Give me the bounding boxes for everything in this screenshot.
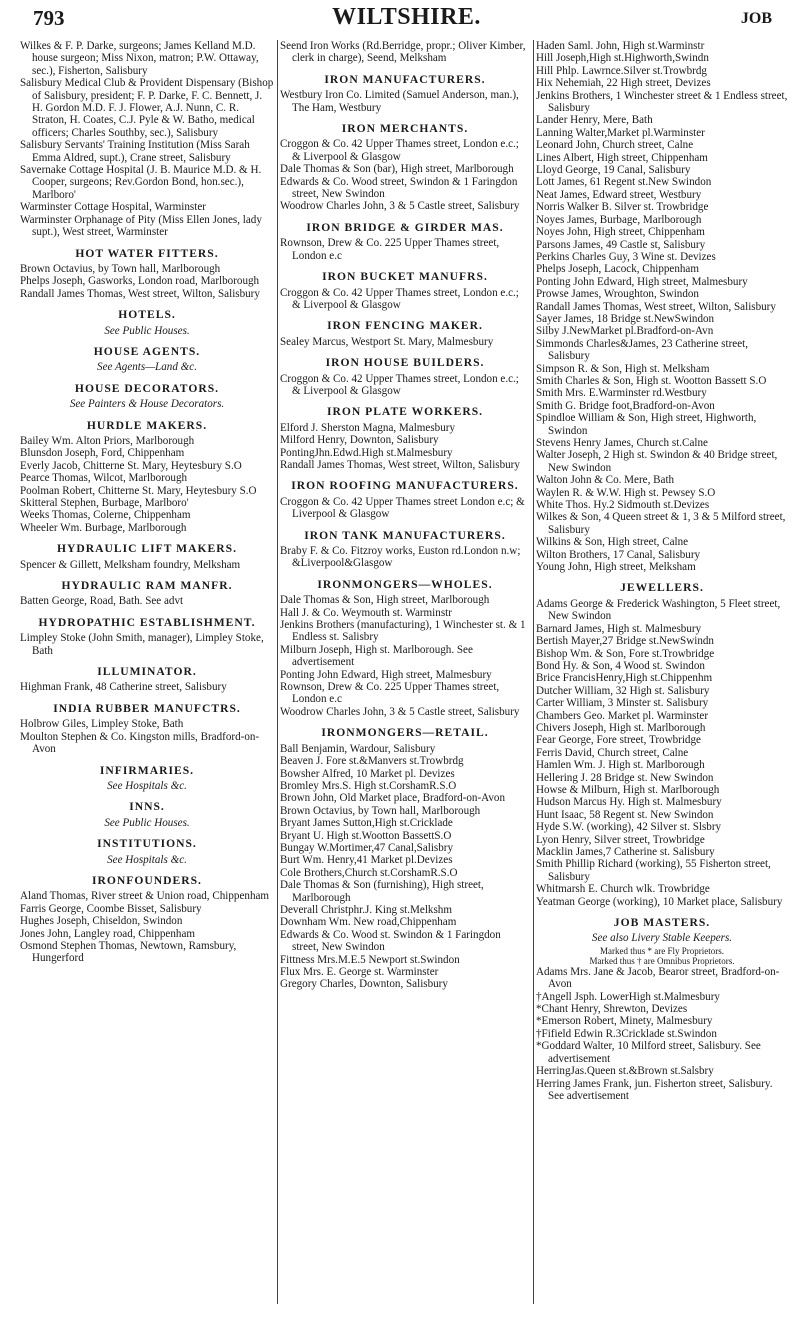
directory-entry: Wilkes & F. P. Darke, surgeons; James Kelland M.D. house surgeon; Miss Nixon, matron; P.W. Ottaway, sec.), Fisherton, Salisbury xyxy=(20,40,259,77)
directory-entry: Bishop Wm. & Son, Fore st.Trowbridge xyxy=(536,647,715,660)
cross-reference: See Hospitals &c. xyxy=(107,853,187,866)
directory-entry: Edwards & Co. Wood street, Swindon & 1 Faringdon street, New Swindon xyxy=(280,175,518,201)
directory-entry: Burt Wm. Henry,41 Market pl.Devizes xyxy=(280,854,453,867)
directory-entry: Dale Thomas & Son, High street, Marlborough xyxy=(280,594,490,607)
directory-entry: Lloyd George, 19 Canal, Salisbury xyxy=(536,164,691,177)
directory-entry: Chivers Joseph, High st. Marlborough xyxy=(536,721,706,734)
directory-entry: Cole Brothers,Church st.CorshamR.S.O xyxy=(280,866,458,879)
directory-entry: Bromley Mrs.S. High st.CorshamR.S.O xyxy=(280,779,457,792)
directory-entry: Braby F. & Co. Fitzroy works, Euston rd.London n.w; &Liverpool&Glasgow xyxy=(280,545,521,570)
directory-entry: Edwards & Co. Wood st. Swindon & 1 Faringdon street, New Swindon xyxy=(280,928,501,954)
directory-entry: Brice FrancisHenry,High st.Chippenhm xyxy=(536,672,713,685)
page-title: WILTSHIRE. xyxy=(332,4,481,30)
directory-entry: Poolman Robert, Chitterne St. Mary, Heytesbury S.O xyxy=(20,484,257,497)
directory-entry: Howse & Milburn, High st. Marlborough xyxy=(536,783,720,796)
directory-entry: Rownson, Drew & Co. 225 Upper Thames street, London e.c xyxy=(280,237,500,262)
directory-entry: Brown Octavius, by Town hall, Marlborough xyxy=(280,804,481,817)
directory-entry: PontingJhn.Edwd.High st.Malmesbury xyxy=(280,446,453,459)
section-heading: IRONFOUNDERS. xyxy=(92,873,202,887)
directory-entry: Smith Mrs. E.Warminster rd.Westbury xyxy=(536,387,707,400)
directory-entry: †Angell Jsph. LowerHigh st.Malmesbury xyxy=(536,990,720,1003)
directory-entry: *Chant Henry, Shrewton, Devizes xyxy=(536,1003,688,1016)
directory-entry: Silby J.NewMarket pl.Bradford-on-Avn xyxy=(536,325,714,338)
section-heading: IRON ROOFING MANUFACTURERS. xyxy=(291,479,519,493)
column-3 xyxy=(536,40,788,1304)
directory-entry: Wheeler Wm. Burbage, Marlborough xyxy=(20,521,187,534)
legend-note: Marked thus * are Fly Proprietors. xyxy=(600,945,724,956)
directory-entry: Moulton Stephen & Co. Kingston mills, Bradford-on-Avon xyxy=(20,730,260,756)
directory-entry: Randall James Thomas, West street, Wilton, Salisbury xyxy=(20,287,260,300)
directory-entry: Woodrow Charles John, 3 & 5 Castle street, Salisbury xyxy=(280,705,520,718)
directory-entry: Adams George & Frederick Washington, 5 Fleet street, New Swindon xyxy=(536,597,781,623)
directory-entry: Smith Phillip Richard (working), 55 Fisherton street, Salisbury xyxy=(536,858,771,883)
directory-entry: Warminster Orphanage of Pity (Miss Ellen Jones, lady supt.), West street, Warminster xyxy=(20,213,262,239)
directory-entry: Wilkes & Son, 4 Queen street & 1, 3 & 5 Milford street, Salisbury xyxy=(536,511,786,536)
directory-entry: Deverall Christphr.J. King st.Melkshm xyxy=(280,903,452,916)
directory-entry: Norris Walker B. Silver st. Trowbridge xyxy=(536,201,709,214)
directory-entry: Dutcher William, 32 High st. Salisbury xyxy=(536,684,710,697)
directory-entry: Dale Thomas & Son (bar), High street, Marlborough xyxy=(280,163,514,176)
directory-entry: Hix Nehemiah, 22 High street, Devizes xyxy=(536,77,711,90)
directory-entry: Phelps Joseph, Lacock, Chippenham xyxy=(536,263,699,276)
directory-entry: Milburn Joseph, High st. Marlborough. See advertisement xyxy=(280,643,473,669)
section-heading: INFIRMARIES. xyxy=(99,763,195,777)
directory-entry: Herring James Frank, jun. Fisherton street, Salisbury. See advertisement xyxy=(536,1077,773,1102)
directory-entry: Lyon Henry, Silver street, Trowbridge xyxy=(536,833,705,846)
cross-reference: See Public Houses. xyxy=(104,324,190,337)
directory-entry: Hamlen Wm. J. High st. Marlborough xyxy=(536,759,705,772)
directory-entry: Rownson, Drew & Co. 225 Upper Thames street, London e.c xyxy=(280,681,500,706)
directory-entry: Bailey Wm. Alton Priors, Marlborough xyxy=(20,434,195,447)
directory-entry: Bryant James Sutton,High st.Cricklade xyxy=(280,817,453,830)
directory-entry: Bond Hy. & Son, 4 Wood st. Swindon xyxy=(536,659,705,672)
directory-entry: Whitmarsh E. Church wlk. Trowbridge xyxy=(536,883,710,896)
directory-entry: Carter William, 3 Minster st. Salisbury xyxy=(536,697,709,710)
directory-entry: Bryant U. High st.Wootton BassettS.O xyxy=(280,829,452,842)
directory-entry: Phelps Joseph, Gasworks, London road, Marlborough xyxy=(20,275,260,288)
directory-entry: Brown Octavius, by Town hall, Marlborough xyxy=(20,262,221,275)
directory-entry: †Fifield Edwin R.3Cricklade st.Swindon xyxy=(536,1027,717,1040)
directory-entry: Lanning Walter,Market pl.Warminster xyxy=(536,126,705,139)
directory-entry: Holbrow Giles, Limpley Stoke, Bath xyxy=(20,718,184,731)
directory-entry: Noyes James, Burbage, Marlborough xyxy=(536,213,702,226)
directory-entry: Ponting John Edward, High street, Malmesbury xyxy=(280,668,492,681)
directory-entry: HerringJas.Queen st.&Brown st.Salsbry xyxy=(536,1065,714,1078)
section-heading: INSTITUTIONS. xyxy=(97,837,197,851)
directory-entry: Yeatman George (working), 10 Market place, Salisbury xyxy=(536,895,783,908)
section-heading: HOUSE AGENTS. xyxy=(93,344,201,358)
directory-entry: Bungay W.Mortimer,47 Canal,Salisbry xyxy=(280,841,454,854)
column-divider xyxy=(533,40,534,1304)
directory-entry: Flux Mrs. E. George st. Warminster xyxy=(280,966,439,978)
directory-entry: Spindloe William & Son, High street, Highworth, Swindon xyxy=(536,412,757,437)
directory-entry: *Goddard Walter, 10 Milford street, Salisbury. See advertisement xyxy=(536,1040,761,1065)
directory-entry: Jenkins Brothers, 1 Winchester street & 1 Endless street, Salisbury xyxy=(536,89,788,115)
section-heading: HOTELS. xyxy=(118,308,176,322)
cross-reference: See Hospitals &c. xyxy=(107,779,187,792)
directory-entry: Hellering J. 28 Bridge st. New Swindon xyxy=(536,771,714,784)
section-heading: IRON HOUSE BUILDERS. xyxy=(325,356,485,370)
section-heading: ILLUMINATOR. xyxy=(97,665,197,679)
directory-entry: Jones John, Langley road, Chippenham xyxy=(20,927,196,940)
directory-entry: Hall J. & Co. Weymouth st. Warminstr xyxy=(280,606,452,619)
directory-entry: Chambers Geo. Market pl. Warminster xyxy=(536,709,709,722)
section-heading: IRONMONGERS—WHOLES. xyxy=(317,577,493,591)
directory-entry: Warminster Cottage Hospital, Warminster xyxy=(20,201,206,214)
directory-entry: Bertish Mayer,27 Bridge st.NewSwindn xyxy=(536,635,714,648)
directory-entry: Simpson R. & Son, High st. Melksham xyxy=(536,362,710,375)
section-heading: IRON MANUFACTURERS. xyxy=(324,72,486,86)
directory-entry: Young John, High street, Melksham xyxy=(536,561,696,574)
directory-entry: Dale Thomas & Son (furnishing), High street, Marlborough xyxy=(280,879,484,904)
directory-entry: Osmond Stephen Thomas, Newtown, Ramsbury, Hungerford xyxy=(20,939,237,965)
directory-entry: Walter Joseph, 2 High st. Swindon & 40 Bridge street, New Swindon xyxy=(536,449,778,474)
directory-entry: Beaven J. Fore st.&Manvers st.Trowbrdg xyxy=(280,755,464,768)
directory-entry: Wilkins & Son, High street, Calne xyxy=(536,536,689,549)
directory-entry: Highman Frank, 48 Catherine street, Salisbury xyxy=(20,681,227,694)
directory-entry: Salisbury Servants' Training Institution (Miss Sarah Emma Aldred, supt.), Crane street, Salisbury xyxy=(20,139,250,164)
directory-entry: Brown John, Old Market place, Bradford-on-Avon xyxy=(280,792,506,805)
running-head: JOB xyxy=(740,10,772,27)
directory-entry: Lines Albert, High street, Chippenham xyxy=(536,151,708,164)
section-heading: IRON TANK MANUFACTURERS. xyxy=(304,528,506,542)
section-heading: HYDRAULIC LIFT MAKERS. xyxy=(57,542,237,556)
directory-entry: Lander Henry, Mere, Bath xyxy=(536,114,653,127)
directory-entry: Barnard James, High st. Malmesbury xyxy=(536,622,702,635)
directory-entry: Blunsdon Joseph, Ford, Chippenham xyxy=(20,447,185,460)
directory-entry: Ball Benjamin, Wardour, Salisbury xyxy=(280,742,436,755)
directory-entry: Salisbury Medical Club & Provident Dispensary (Bishop of Salisbury, president; F. P. Darke, F. C. Bennett, J. H. Gordon M.D. F. J. Flower, A.J. Nunn, C. R. Straton, H. Coates, C.J. Pyle & W. Batho, medical officers; Charles Southby, sec.), Salisbury xyxy=(20,77,274,139)
directory-entry: Stevens Henry James, Church st.Calne xyxy=(536,437,708,449)
directory-entry: Farris George, Coombe Bisset, Salisbury xyxy=(20,902,202,915)
page-header xyxy=(33,4,780,36)
directory-entry: Randall James Thomas, West street, Wilton, Salisbury xyxy=(536,300,776,313)
directory-entry: Hill Phlp. Lawrnce.Silver st.Trowbrdg xyxy=(536,64,707,77)
column-divider xyxy=(277,40,278,1304)
directory-entry: Fear George, Fore street, Trowbridge xyxy=(536,734,701,747)
section-heading: HURDLE MAKERS. xyxy=(86,418,208,432)
directory-entry: Croggon & Co. 42 Upper Thames street, London e.c.; & Liverpool & Glasgow xyxy=(280,286,519,311)
directory-entry: Noyes John, High street, Chippenham xyxy=(536,226,705,239)
cross-reference: See also Livery Stable Keepers. xyxy=(591,932,733,945)
section-heading: IRON FENCING MAKER. xyxy=(327,319,483,333)
directory-entry: Pearce Thomas, Wilcot, Marlborough xyxy=(20,472,188,485)
section-heading: HOT WATER FITTERS. xyxy=(75,246,219,260)
directory-entry: Neat James, Edward street, Westbury xyxy=(536,188,702,201)
directory-entry: *Emerson Robert, Minety, Malmesbury xyxy=(536,1015,713,1028)
directory-entry: Sealey Marcus, Westport St. Mary, Malmesbury xyxy=(280,335,494,348)
section-heading: HYDROPATHIC ESTABLISHMENT. xyxy=(38,615,256,629)
directory-entry: Elford J. Sherston Magna, Malmesbury xyxy=(280,421,456,434)
directory-entry: Waylen R. & W.W. High st. Pewsey S.O xyxy=(536,486,716,499)
directory-entry: Smith Charles & Son, High st. Wootton Bassett S.O xyxy=(536,374,767,387)
directory-entry: Ponting John Edward, High street, Malmesbury xyxy=(536,275,748,288)
page-number: 793 xyxy=(33,6,65,30)
directory-entry: Lott James, 61 Regent st.New Swindon xyxy=(536,176,712,189)
directory-entry: Simmonds Charles&James, 23 Catherine street, Salisbury xyxy=(536,337,748,363)
directory-entry: Walton John & Co. Mere, Bath xyxy=(536,474,675,487)
column-2 xyxy=(280,40,530,1304)
directory-entry: Wilton Brothers, 17 Canal, Salisbury xyxy=(536,548,701,561)
section-heading: IRON MERCHANTS. xyxy=(341,122,469,136)
directory-entry: Croggon & Co. 42 Upper Thames street London e.c; & Liverpool & Glasgow xyxy=(280,495,525,521)
directory-entry: Perkins Charles Guy, 3 Wine st. Devizes xyxy=(536,250,716,263)
directory-entry: Gregory Charles, Downton, Salisbury xyxy=(280,978,448,991)
section-heading: JEWELLERS. xyxy=(620,581,704,595)
directory-entry: Prowse James, Wroughton, Swindon xyxy=(536,288,699,301)
section-heading: IRON BUCKET MANUFRS. xyxy=(322,270,488,284)
directory-entry: Fittness Mrs.M.E.5 Newport st.Swindon xyxy=(280,953,460,966)
legend-note: Marked thus † are Omnibus Proprietors. xyxy=(589,955,735,966)
directory-entry: Everly Jacob, Chitterne St. Mary, Heytesbury S.O xyxy=(20,459,242,472)
directory-entry: Weeks Thomas, Colerne, Chippenham xyxy=(20,509,191,522)
directory-entry: Savernake Cottage Hospital (J. B. Maurice M.D. & H. Cooper, surgeons; Rev.Gordon Bond, hon.sec.), Marlboro' xyxy=(20,164,262,201)
directory-entry: Hudson Marcus Hy. High st. Malmesbury xyxy=(536,796,722,809)
directory-entry: Ferris David, Church street, Calne xyxy=(536,746,689,759)
directory-entry: Haden Saml. John, High st.Warminstr xyxy=(536,40,705,52)
directory-entry: Hill Joseph,High st.Highworth,Swindn xyxy=(536,52,709,65)
column-1 xyxy=(20,40,274,1304)
directory-entry: Smith G. Bridge foot,Bradford-on-Avon xyxy=(536,399,715,412)
cross-reference: See Public Houses. xyxy=(104,816,190,829)
section-heading: HOUSE DECORATORS. xyxy=(74,381,220,395)
directory-entry: Leonard John, Church street, Calne xyxy=(536,139,694,152)
directory-entry: Croggon & Co. 42 Upper Thames street, London e.c.; & Liverpool & Glasgow xyxy=(280,138,519,163)
directory-entry: White Thos. Hy.2 Sidmouth st.Devizes xyxy=(536,499,710,512)
directory-entry: Sayer James, 18 Bridge st.NewSwindon xyxy=(536,312,715,325)
directory-entry: Hunt Isaac, 58 Regent st. New Swindon xyxy=(536,808,714,821)
section-heading: INDIA RUBBER MANUFCTRS. xyxy=(53,701,241,715)
directory-entry: Limpley Stoke (John Smith, manager), Limpley Stoke, Bath xyxy=(20,632,264,657)
directory-entry: Adams Mrs. Jane & Jacob, Bearor street, Bradford-on-Avon xyxy=(536,965,780,991)
section-heading: INNS. xyxy=(129,800,165,814)
directory-entry: Bowsher Alfred, 10 Market pl. Devizes xyxy=(280,767,455,780)
directory-entry: Woodrow Charles John, 3 & 5 Castle street, Salisbury xyxy=(280,200,520,213)
directory-entry: Downham Wm. New road,Chippenham xyxy=(280,916,457,929)
section-heading: IRON BRIDGE & GIRDER MAS. xyxy=(306,220,504,234)
directory-entry: Randall James Thomas, West street, Wilton, Salisbury xyxy=(280,458,520,471)
section-heading: IRONMONGERS—RETAIL. xyxy=(321,726,489,740)
directory-entry: Seend Iron Works (Rd.Berridge, propr.; Oliver Kimber, clerk in charge), Seend, Melksham xyxy=(280,40,526,65)
directory-entry: Parsons James, 49 Castle st, Salisbury xyxy=(536,238,706,251)
directory-entry: Spencer & Gillett, Melksham foundry, Melksham xyxy=(20,558,241,571)
section-heading: IRON PLATE WORKERS. xyxy=(326,405,484,419)
directory-entry: Hughes Joseph, Chiseldon, Swindon xyxy=(20,915,183,928)
directory-entry: Croggon & Co. 42 Upper Thames street, London e.c.; & Liverpool & Glasgow xyxy=(280,372,519,397)
directory-entry: Hyde S.W. (working), 42 Silver st. Slsbry xyxy=(536,821,722,834)
directory-entry: Skitteral Stephen, Burbage, Marlboro' xyxy=(20,497,189,509)
section-heading: HYDRAULIC RAM MANFR. xyxy=(61,579,233,593)
directory-entry: Milford Henry, Downton, Salisbury xyxy=(280,434,439,447)
directory-entry: Macklin James,7 Catherine st. Salisbury xyxy=(536,846,715,858)
cross-reference: See Painters & House Decorators. xyxy=(69,398,225,411)
section-heading: JOB MASTERS. xyxy=(613,916,711,930)
directory-entry: Jenkins Brothers (manufacturing), 1 Winchester st. & 1 Endless st. Salisbry xyxy=(280,619,526,644)
directory-entry: Batten George, Road, Bath. See advt xyxy=(20,595,184,608)
directory-entry: Aland Thomas, River street & Union road, Chippenham xyxy=(20,890,270,903)
cross-reference: See Agents—Land &c. xyxy=(97,361,197,374)
directory-entry: Westbury Iron Co. Limited (Samuel Anderson, man.), The Ham, Westbury xyxy=(280,89,519,114)
